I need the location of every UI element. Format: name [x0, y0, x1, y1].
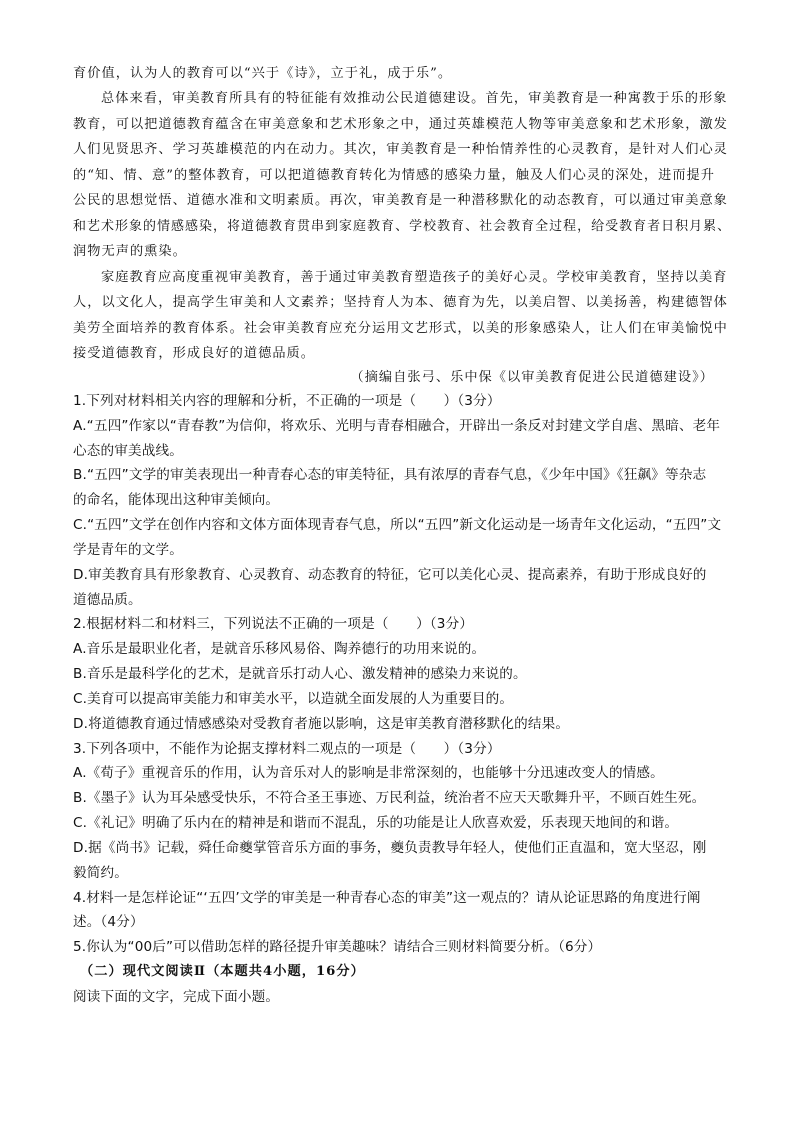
- passage-line: 美劳全面培养的教育体系。社会审美教育应充分运用文艺形式，以美的形象感染人，让人们在审美愉悦中: [73, 321, 728, 336]
- question-2-option-b: B.音乐是最科学化的艺术，是就音乐打动人心、激发精神的感染力来说的。: [73, 666, 527, 682]
- question-4-stem: 4.材料一是怎样论证“‘五四’文学的审美是一种青春心态的审美”这一观点的？请从论证思路的角度进行阐: [73, 890, 701, 906]
- reading-instruction: 阅读下面的文字，完成下面小题。: [73, 989, 280, 1005]
- question-2-option-d: D.将道德教育通过情感感染对受教育者施以影响，这是审美教育潜移默化的结果。: [73, 716, 570, 732]
- question-1-option-b-cont: 的命名，能体现出这种审美倾向。: [73, 492, 280, 508]
- question-3-option-b: B.《墨子》认为耳朵感受快乐，不符合圣王事迹、万民利益，统治者不应天天歌舞升平，不顾百姓生死。: [73, 790, 706, 806]
- passage-line: 人，以文化人，提高学生审美和人文素养；坚持育人为本、德育为先，以美启智、以美扬善，构建德智体: [73, 295, 728, 310]
- question-1-option-c-cont: 学是青年的文学。: [73, 542, 183, 558]
- question-1-option-b: B.“五四”文学的审美表现出一种青春心态的审美特征，具有浓厚的青春气息，《少年中国》《狂飙》等杂志: [73, 467, 707, 483]
- question-1-option-a-cont: 心态的审美战线。: [73, 443, 183, 459]
- passage-line: 和艺术形象的情感感染，将道德教育贯串到家庭教育、学校教育、社会教育全过程，给受教育者日积月累、: [73, 219, 732, 234]
- question-1-option-d: D.审美教育具有形象教育、心灵教育、动态教育的特征，它可以美化心灵、提高素养，有助于形成良好的: [73, 567, 707, 583]
- question-2-option-a: A.音乐是最职业化者，是就音乐移风易俗、陶养德行的功用来说的。: [73, 641, 486, 657]
- question-1-stem: 1.下列对材料相关内容的理解和分析，不正确的一项是（ ）（3分）: [73, 393, 501, 409]
- passage-line: 人们见贤思齐、学习英雄模范的内在动力。其次，审美教育是一种怡情养性的心灵教育，是针对人们心灵: [73, 142, 728, 157]
- passage-line: 教育，可以把道德教育蕴含在审美意象和艺术形象之中，通过英雄模范人物等审美意象和艺术形象，激发: [73, 117, 728, 132]
- question-3-option-c: C.《礼记》明确了乐内在的精神是和谐而不混乱，乐的功能是让人欣喜欢爱，乐表现天地间的和谐。: [73, 815, 679, 831]
- passage-line: 育价值，认为人的教育可以“兴于《诗》，立于礼，成于乐”。: [73, 66, 453, 81]
- question-2-stem: 2.根据材料二和材料三，下列说法不正确的一项是（ ）（3分）: [73, 616, 474, 632]
- source-citation: （摘编自张弓、乐中保《以审美教育促进公民道德建设》）: [350, 370, 714, 385]
- passage-line: 的“知、情、意”的整体教育，可以把道德教育转化为情感的感染力量，触及人们心灵的深处，进而提升: [73, 168, 716, 183]
- question-3-option-a: A.《荀子》重视音乐的作用，认为音乐对人的影响是非常深刻的，也能够十分迅速改变人的情感。: [73, 765, 664, 781]
- question-3-option-d: D.据《尚书》记载，舜任命夔掌管音乐方面的事务，夔负责教导年轻人，使他们正直温和，宽大坚忍，刚: [73, 840, 707, 856]
- question-2-option-c: C.美育可以提高审美能力和审美水平，以造就全面发展的人为重要目的。: [73, 691, 514, 707]
- question-3-option-d-cont: 毅简约。: [73, 865, 128, 881]
- question-1-option-c: C.“五四”文学在创作内容和文体方面体现青春气息，所以“五四”新文化运动是一场青年文化运动，“五四”文: [73, 517, 722, 533]
- question-1-option-a: A.“五四”作家以“青春教”为信仰，将欢乐、光明与青春相融合，开辟出一条反对封建文学自虐、黑暗、老年: [73, 418, 721, 434]
- question-3-stem: 3.下列各项中，不能作为论据支撑材料二观点的一项是（ ）（3分）: [73, 741, 501, 757]
- question-1-option-d-cont: 道德品质。: [73, 592, 142, 608]
- question-5-stem: 5.你认为“00后”可以借助怎样的路径提升审美趣味？请结合三则材料简要分析。（6分）: [73, 939, 602, 955]
- passage-line: 接受道德教育，形成良好的道德品质。: [73, 346, 316, 361]
- question-4-stem-cont: 述。（4分）: [73, 914, 144, 930]
- passage-line: 家庭教育应高度重视审美教育，善于通过审美教育塑造孩子的美好心灵。学校审美教育，坚持以美育: [101, 270, 728, 285]
- passage-line: 润物无声的熏染。: [73, 244, 187, 259]
- passage-line: 公民的思想觉悟、道德水准和文明素质。再次，审美教育是一种潜移默化的动态教育，可以通过审美意象: [73, 193, 728, 208]
- passage-line: 总体来看，审美教育所具有的特征能有效推动公民道德建设。首先，审美教育是一种寓教于乐的形象: [101, 91, 728, 106]
- section-heading: （二）现代文阅读Ⅱ（本题共4小题，16分）: [80, 964, 365, 979]
